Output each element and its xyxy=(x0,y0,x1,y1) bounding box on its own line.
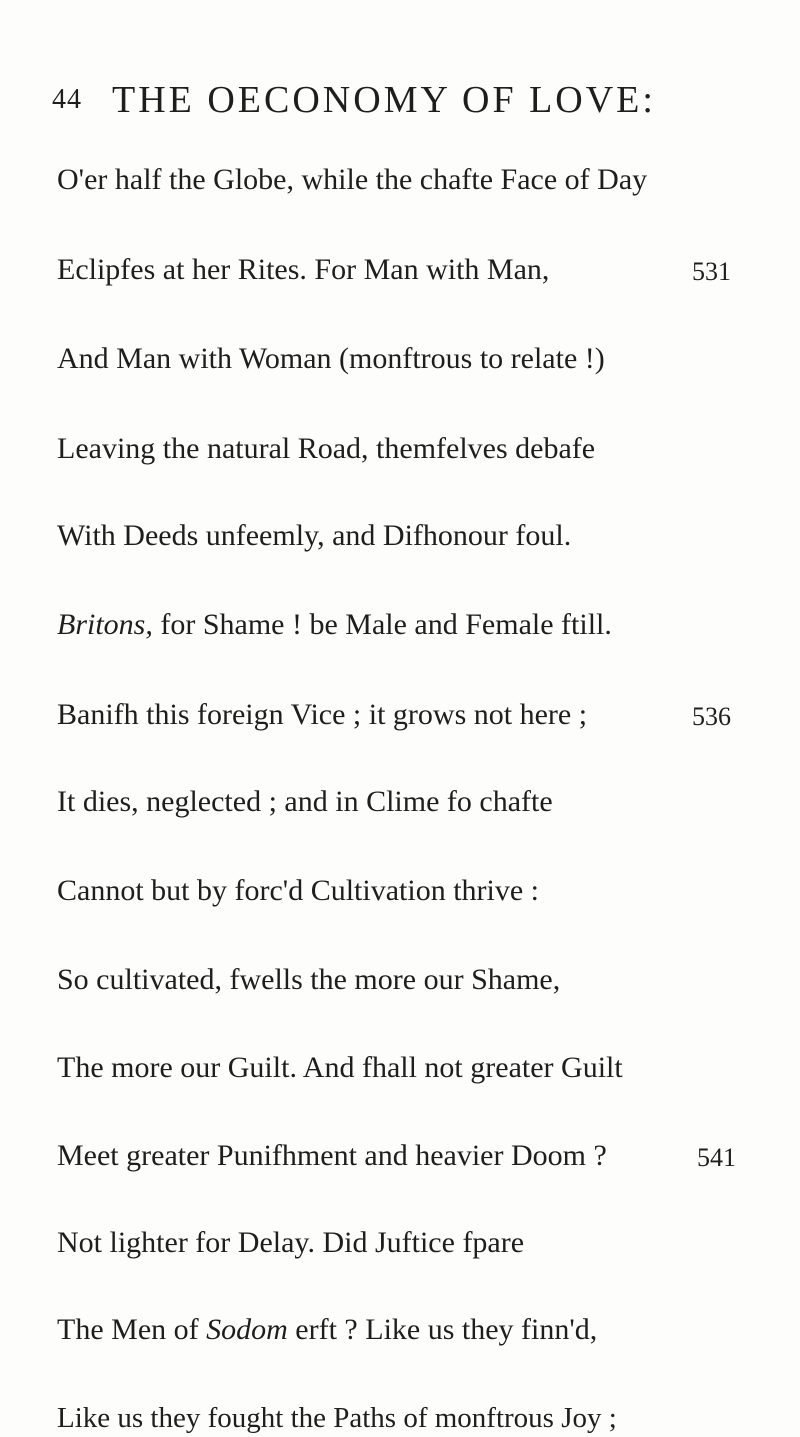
page-number: 44 xyxy=(52,84,82,115)
line-number: 541 xyxy=(697,1143,736,1172)
running-title: THE OECONOMY OF LOVE: xyxy=(112,79,656,121)
verse-line: Not lighter for Delay. Did Juftice fpare xyxy=(57,1226,525,1259)
verse-line: With Deeds unfeemly, and Difhonour foul. xyxy=(57,519,572,552)
line-number: 531 xyxy=(692,257,731,286)
verse-line: Eclipfes at her Rites. For Man with Man, xyxy=(57,253,550,286)
italic-word: Sodom xyxy=(206,1313,288,1346)
page-header xyxy=(52,78,752,128)
verse-line: O'er half the Globe, while the chafte Face of Day xyxy=(57,163,648,196)
italic-word: Britons, xyxy=(57,608,153,641)
verse-line: So cultivated, fwells the more our Shame, xyxy=(57,963,561,996)
verse-line: It dies, neglected ; and in Clime fo chafte xyxy=(57,785,553,818)
verse-line: Banifh this foreign Vice ; it grows not here ; xyxy=(57,698,588,731)
verse-line: Like us they fought the Paths of monftrous Joy ; xyxy=(57,1402,617,1434)
verse-line: Meet greater Punifhment and heavier Doom ? xyxy=(57,1139,607,1172)
verse-line: Cannot but by forc'd Cultivation thrive : xyxy=(57,874,540,907)
verse-line: The more our Guilt. And fhall not greater Guilt xyxy=(57,1051,623,1084)
verse-line: Leaving the natural Road, themfelves debafe xyxy=(57,432,596,465)
line-number: 536 xyxy=(692,702,731,731)
verse-line: And Man with Woman (monftrous to relate !) xyxy=(57,342,605,375)
verse-line: Britons, for Shame ! be Male and Female ftill. xyxy=(57,608,612,641)
verse-line: The Men of Sodom erft ? Like us they finn'd, xyxy=(57,1313,598,1346)
